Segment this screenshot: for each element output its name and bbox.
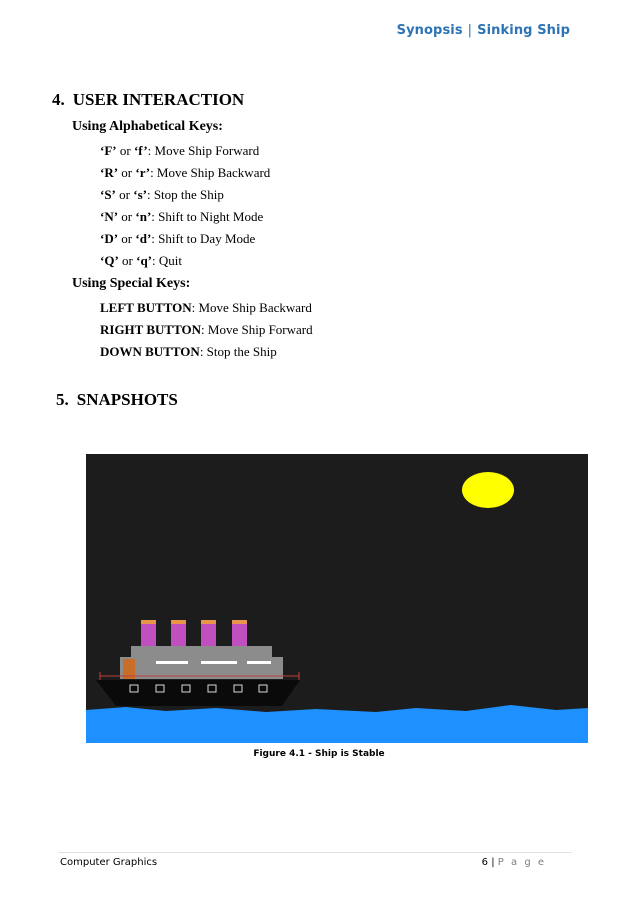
page-separator: | [491, 857, 495, 868]
header-title: Sinking Ship [477, 23, 570, 38]
section-number: 4. [52, 90, 65, 109]
special-key-item: LEFT BUTTON: Move Ship Backward [100, 300, 312, 315]
ship-hull [96, 680, 300, 706]
ship-superstructure [120, 646, 283, 679]
special-keys-heading: Using Special Keys: [72, 276, 191, 291]
alpha-key-item: ‘N’ or ‘n’: Shift to Night Mode [100, 209, 264, 224]
page-number: 6 [481, 857, 489, 868]
alpha-keys-heading: Using Alphabetical Keys: [72, 119, 223, 134]
special-key-item: RIGHT BUTTON: Move Ship Forward [100, 322, 313, 337]
alpha-key-item: ‘Q’ or ‘q’: Quit [100, 253, 182, 268]
section-title: SNAPSHOTS [76, 390, 178, 409]
alpha-key-item: ‘D’ or ‘d’: Shift to Day Mode [100, 231, 256, 246]
footer-page [482, 857, 546, 868]
alpha-key-item: ‘S’ or ‘s’: Stop the Ship [100, 187, 224, 202]
header-separator: | [467, 23, 473, 38]
alpha-key-item: ‘F’ or ‘f’: Move Ship Forward [100, 143, 260, 158]
running-header [397, 23, 570, 38]
alpha-key-item: ‘R’ or ‘r’: Move Ship Backward [100, 165, 271, 180]
section-number: 5. [56, 390, 69, 409]
ship-scene-illustration [86, 454, 588, 743]
snapshot-figure [86, 454, 588, 743]
special-key-item: DOWN BUTTON: Stop the Ship [100, 344, 277, 359]
header-doc: Synopsis [396, 23, 463, 38]
sea [86, 705, 588, 743]
section-title: USER INTERACTION [72, 90, 245, 109]
footer-course: Computer Graphics [60, 857, 158, 868]
figure-caption: Figure 4.1 - Ship is Stable [253, 749, 385, 759]
footer-divider [58, 852, 572, 853]
moon [462, 472, 514, 508]
section-heading-user-interaction [52, 90, 244, 110]
page-label: P a g e [497, 857, 546, 868]
section-heading-snapshots [56, 390, 178, 410]
